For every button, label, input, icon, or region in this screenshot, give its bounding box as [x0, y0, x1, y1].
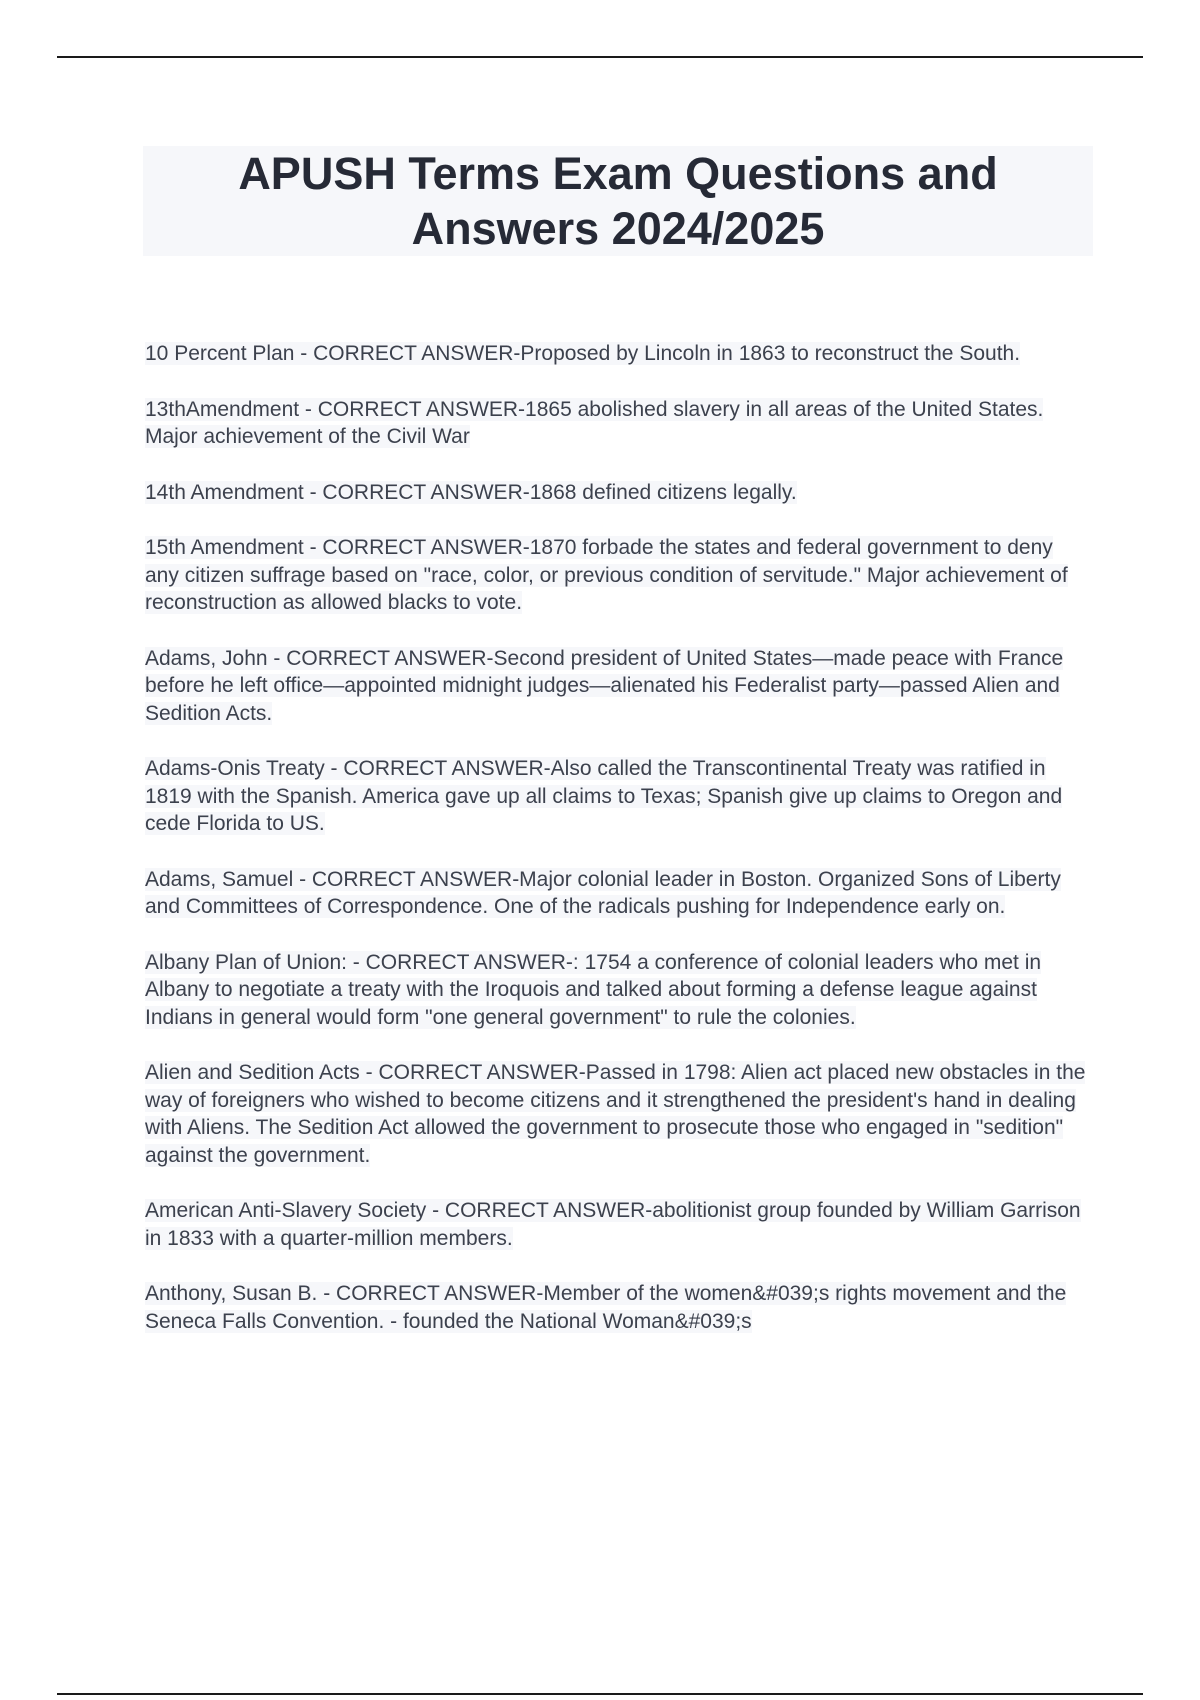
bottom-rule	[57, 1693, 1143, 1695]
entry-text: 13thAmendment - CORRECT ANSWER-1865 abolished slavery in all areas of the United States. Major achievement of the Civil War	[145, 397, 1044, 448]
entry-text: Alien and Sedition Acts - CORRECT ANSWER-Passed in 1798: Alien act placed new obstacles in the way of foreigners who wished to become citizens and it strengthened the president's hand in dealing with Aliens. The Sedition Act allowed the government to prosecute those who engaged in "sedition" against the government.	[145, 1061, 1086, 1167]
entry-text: Adams, Samuel - CORRECT ANSWER-Major colonial leader in Boston. Organized Sons of Liberty and Committees of Correspondence. One of the radicals pushing for Independence early on.	[145, 867, 1061, 918]
entry-adams-onis-treaty	[145, 755, 1090, 838]
entry-text: 14th Amendment - CORRECT ANSWER-1868 defined citizens legally.	[145, 480, 797, 504]
document-title	[238, 146, 997, 256]
entry-adams-john	[145, 645, 1090, 728]
entry-adams-samuel	[145, 866, 1090, 921]
entry-text: 10 Percent Plan - CORRECT ANSWER-Proposed by Lincoln in 1863 to reconstruct the South.	[145, 342, 1021, 365]
title-line-2: Answers 2024/2025	[411, 203, 825, 254]
entry-text: 15th Amendment - CORRECT ANSWER-1870 forbade the states and federal government to deny any citizen suffrage based on "race, color, or previous condition of servitude." Major achievement of reconstruction as allowed blacks to vote.	[145, 536, 1068, 614]
entry-alien-sedition-acts	[145, 1059, 1090, 1169]
entry-10-percent-plan	[145, 340, 1090, 368]
title-block	[143, 146, 1093, 256]
entry-albany-plan	[145, 949, 1090, 1032]
entry-14th-amendment	[145, 479, 1090, 507]
entry-15th-amendment	[145, 534, 1090, 617]
entry-text: Adams-Onis Treaty - CORRECT ANSWER-Also called the Transcontinental Treaty was ratified in 1819 with the Spanish. America gave up all claims to Texas; Spanish give up claims to Oregon and cede Florida to US.	[145, 757, 1063, 835]
entry-anthony-susan	[145, 1280, 1090, 1335]
entry-list	[145, 340, 1090, 1363]
entry-13th-amendment	[145, 396, 1090, 451]
entry-anti-slavery-society	[145, 1197, 1090, 1252]
title-line-1: APUSH Terms Exam Questions and	[238, 148, 998, 199]
entry-text: Albany Plan of Union: - CORRECT ANSWER-: 1754 a conference of colonial leaders who met in Albany to negotiate a treaty with the Iroquois and talked about forming a defense league against Indians in general would form "one general government" to rule the colonies.	[145, 950, 1042, 1029]
entry-text: Adams, John - CORRECT ANSWER-Second president of United States—made peace with France before he left office—appointed midnight judges—alienated his Federalist party—passed Alien and Sedition Acts.	[145, 646, 1064, 725]
entry-text: American Anti-Slavery Society - CORRECT ANSWER-abolitionist group founded by William Garrison in 1833 with a quarter-million members.	[145, 1199, 1081, 1250]
top-rule	[57, 56, 1143, 58]
entry-text: Anthony, Susan B. - CORRECT ANSWER-Member of the women&#039;s rights movement and the Seneca Falls Convention. - founded the National Woman&#039;s	[145, 1282, 1067, 1333]
